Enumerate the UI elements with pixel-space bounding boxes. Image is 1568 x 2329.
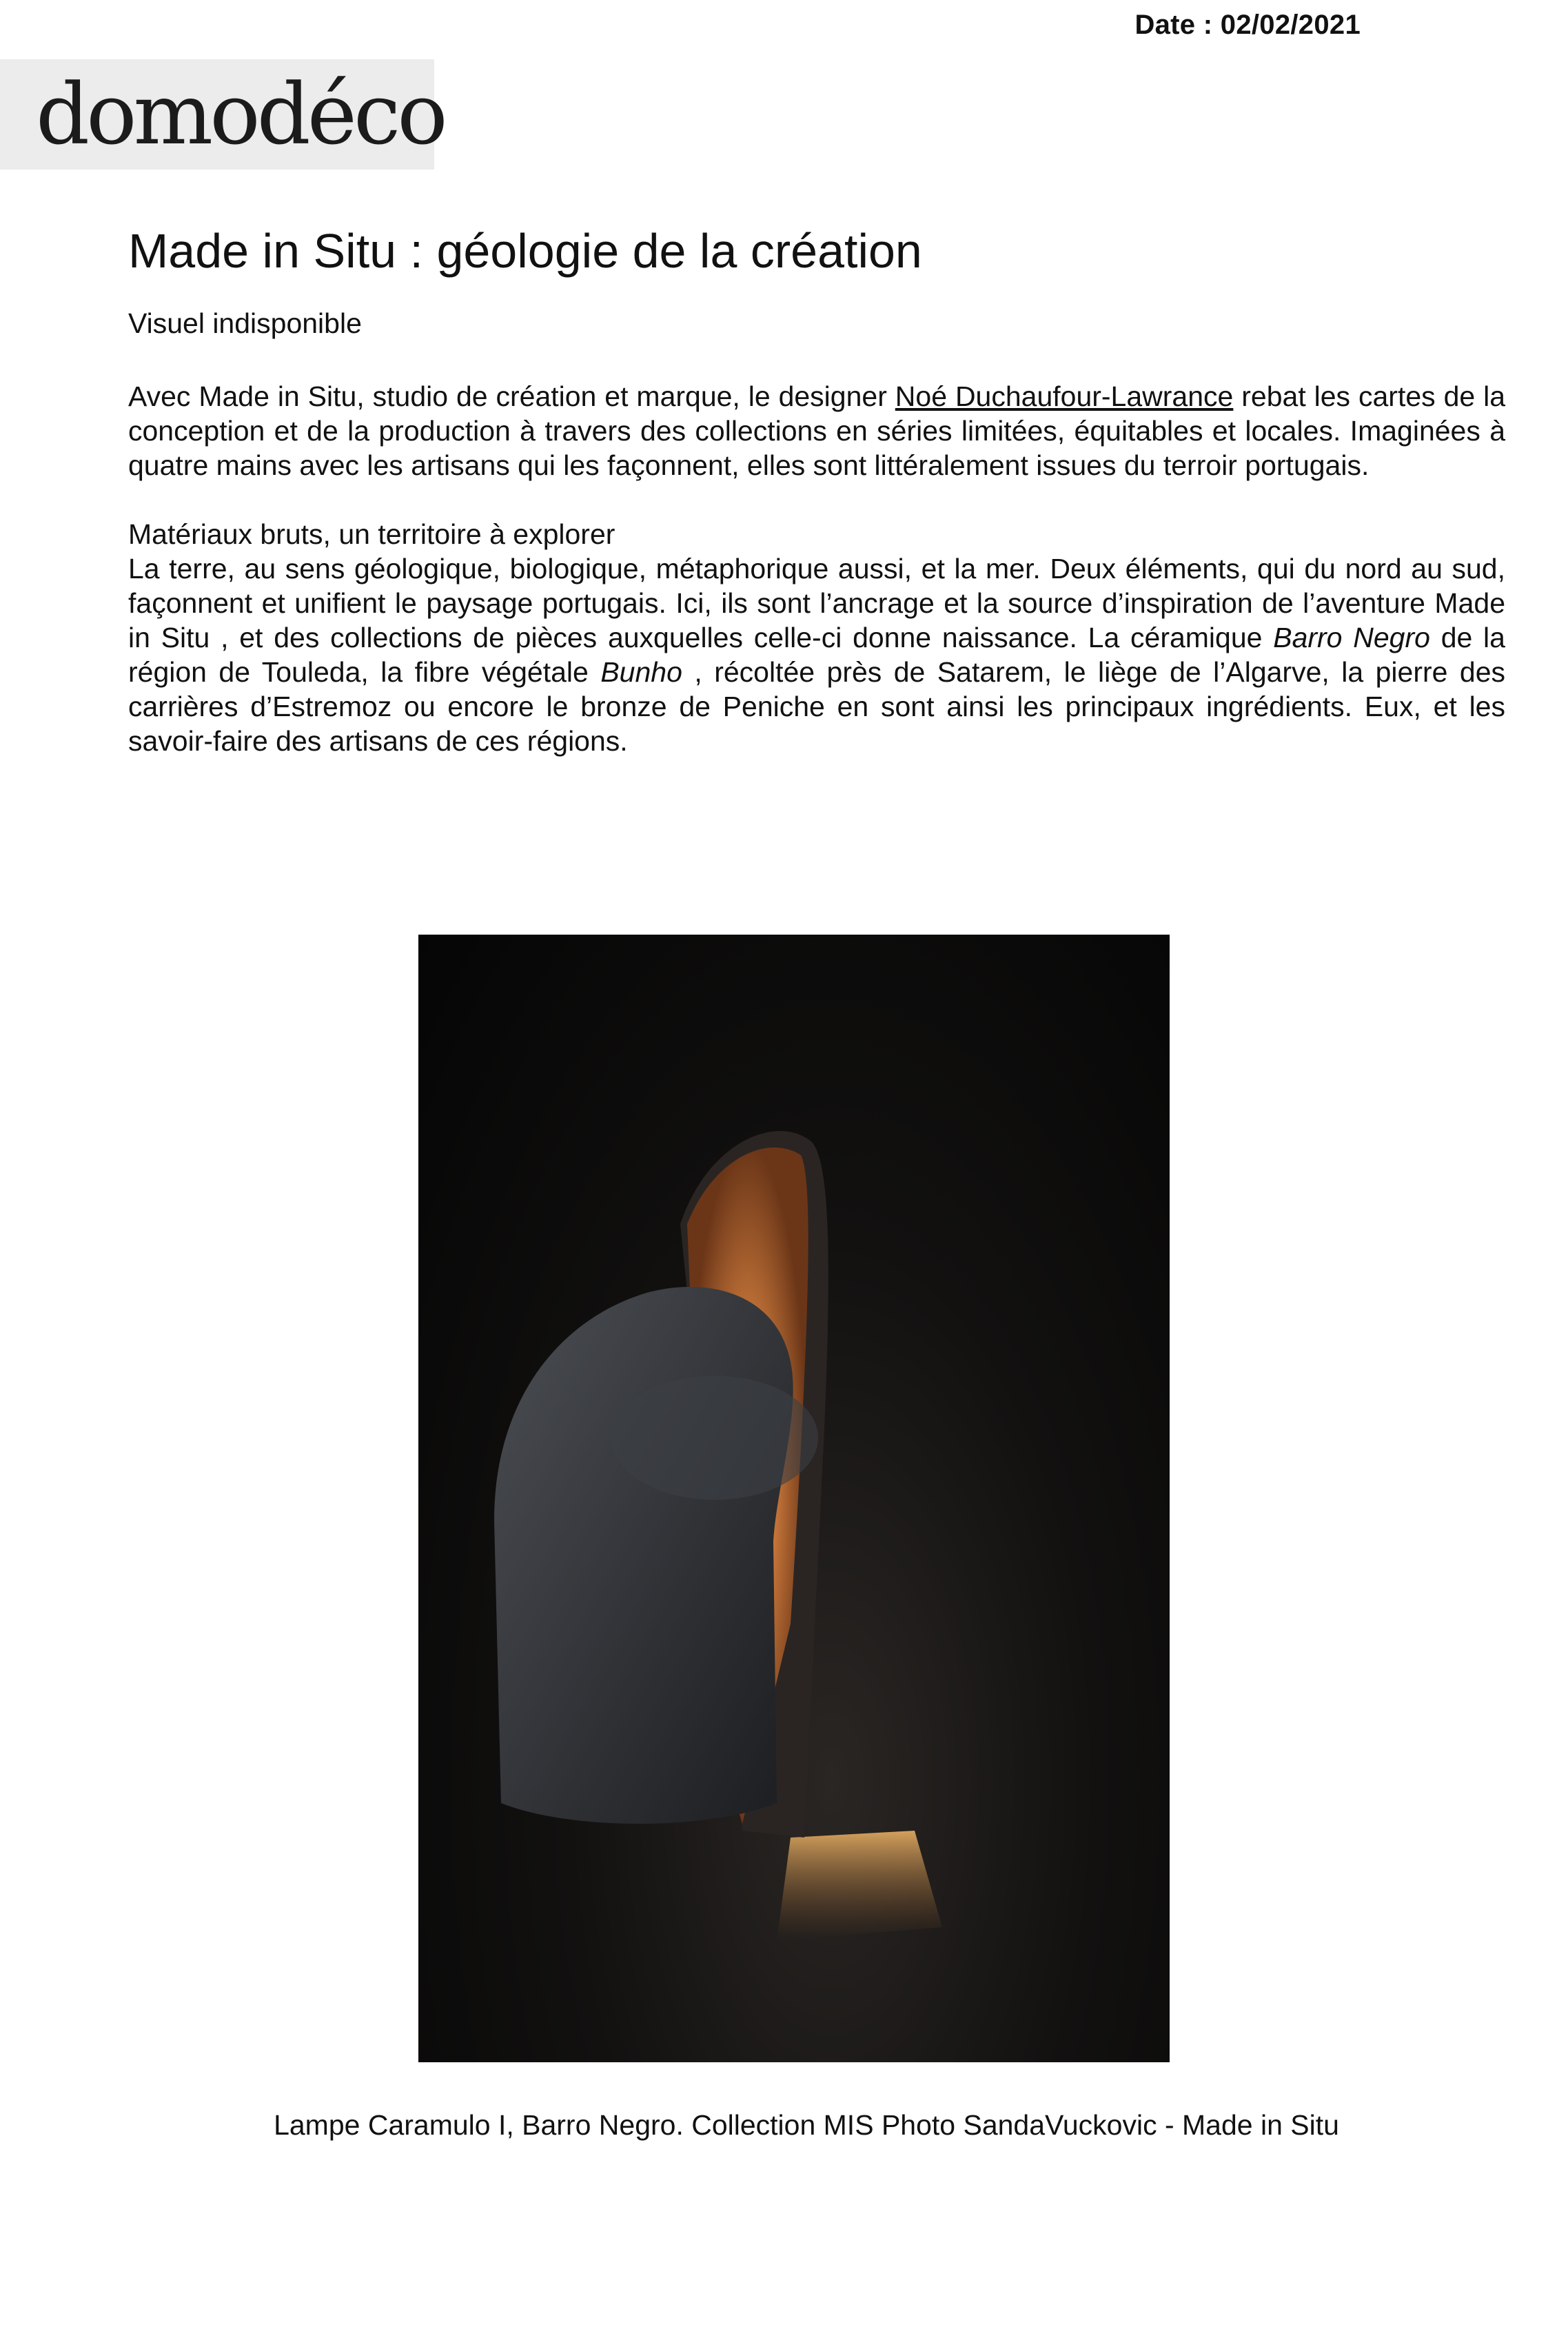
publication-logo [0, 59, 445, 170]
bunho-term: Bunho [600, 656, 682, 688]
lamp-top-highlight [611, 1376, 818, 1500]
article-title: Made in Situ : géologie de la création [128, 224, 922, 278]
lamp-photo [418, 935, 1170, 2062]
lamp-front-body [494, 1287, 793, 1824]
materials-section [128, 517, 1505, 758]
materials-text-b: de la région de Touleda, la fibre végétale [128, 622, 1505, 688]
logo-wordmark: domodéco [36, 65, 445, 163]
light-beam [777, 1831, 942, 1941]
lamp-illustration [418, 935, 1170, 2062]
visual-unavailable-note: Visuel indisponible [128, 307, 362, 339]
section-subheading: Matériaux bruts, un territoire à explorer [128, 518, 615, 550]
intro-text-start: Avec Made in Situ, studio de création et marque, le designer [128, 380, 895, 412]
intro-paragraph [128, 379, 1505, 482]
intro-text-end: rebat les cartes de la conception et de la production à travers des collections en séries limitées, équitables et locales. Imaginées à quatre mains avec les artisans qui les façonnent, elles sont littéralement issues du terroir portugais. [128, 380, 1506, 481]
materials-text-a: La terre, au sens géologique, biologique, métaphorique aussi, et la mer. Deux éléments, qui du nord au sud, façonnent et unifient le paysage portugais. Ici, ils sont l’ancrage et la source d’inspiration de l’aventure Made in Situ , et des collections de pièces auxquelles celle-ci donne naissance. La céramique [128, 553, 1505, 653]
document-date: Date : 02/02/2021 [1134, 10, 1361, 40]
barro-negro-term: Barro Negro [1273, 622, 1430, 653]
photo-caption: Lampe Caramulo I, Barro Negro. Collection MIS Photo SandaVuckovic - Made in Situ [274, 2109, 1339, 2141]
materials-text-c: , récoltée près de Satarem, le liège de l’Algarve, la pierre des carrières d’Estremoz ou encore le bronze de Peniche en sont ainsi les principaux ingrédients. Eux, et les savoir-faire des artisans de ces régions. [128, 656, 1505, 757]
designer-link[interactable]: Noé Duchaufour-Lawrance [895, 380, 1234, 412]
materials-paragraph [128, 551, 1505, 758]
